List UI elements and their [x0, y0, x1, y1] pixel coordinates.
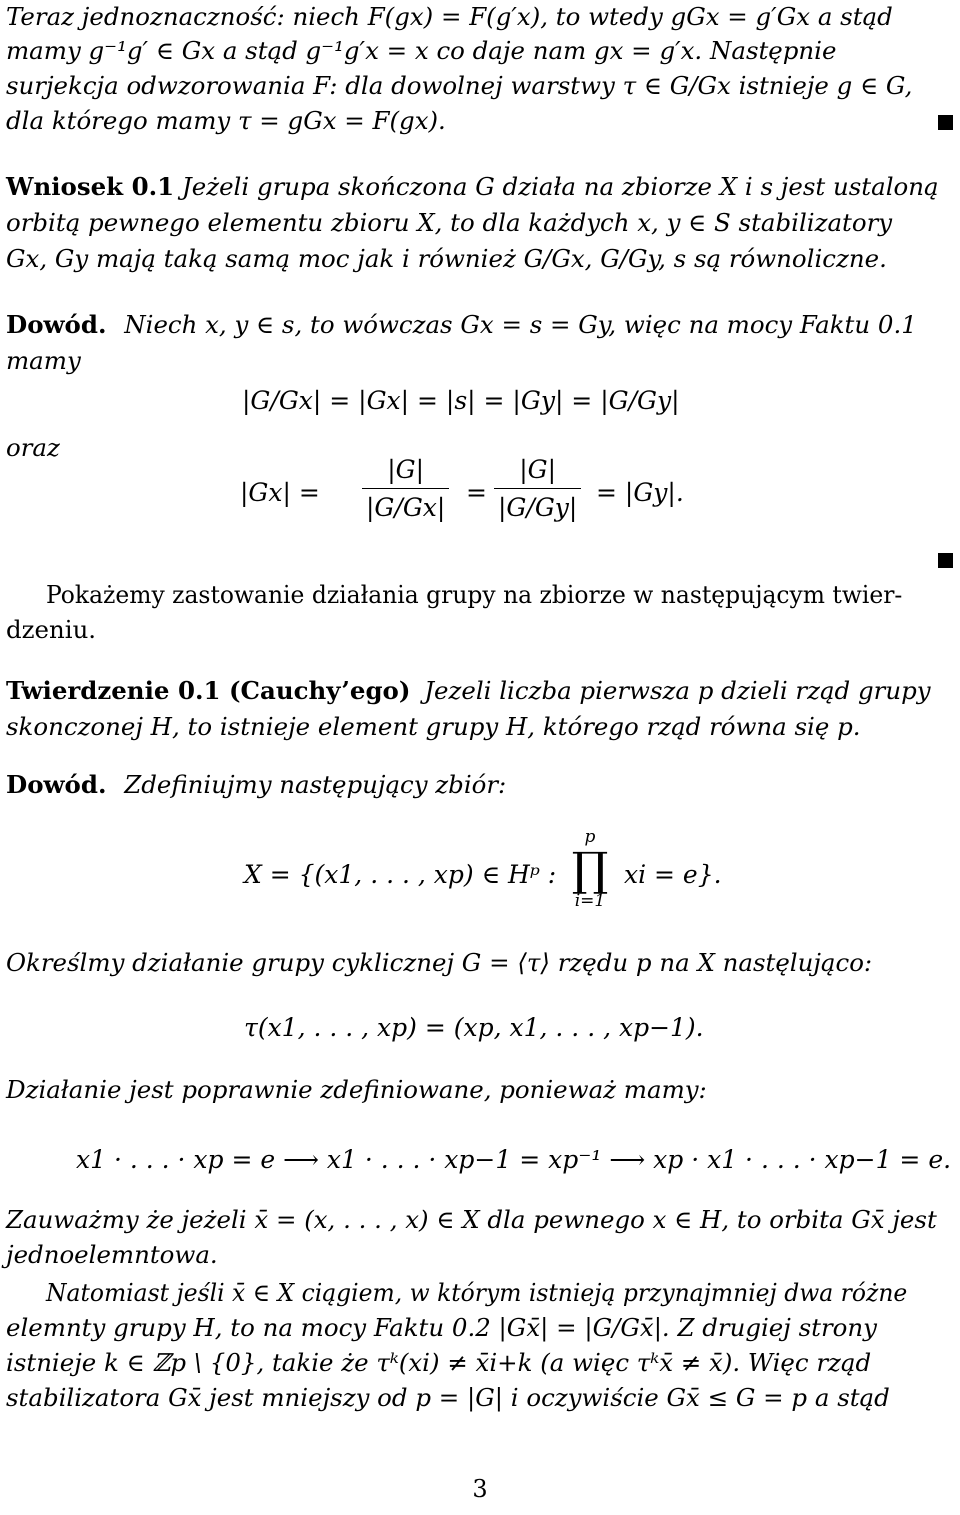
proof-2-line-1 [6, 770, 956, 800]
theorem-text-1: Jezeli liczba pierwsza p dzieli rząd grupy [424, 676, 931, 705]
note-line-1: Zauważmy że jeżeli x̄ = (x, . . . , x) ∈ X dla pewnego x ∈ H, to orbita Gx̄ jest [6, 1205, 937, 1234]
word-mamy: mamy [6, 346, 81, 375]
proof-2-text: Zdefiniujmy następujący zbiór: [124, 770, 507, 799]
theorem-line-1 [6, 676, 956, 706]
intro-line-2: dzeniu. [6, 615, 97, 644]
qed-square-1 [938, 115, 953, 130]
corollary-line-1 [6, 172, 956, 202]
proof-1-line-1 [6, 310, 956, 340]
product-upper-limit: p [584, 827, 596, 847]
proof-2-label: Dowód. [6, 770, 107, 799]
paragraph-1-line-4: dla którego mamy τ = gGx = F(gx). [6, 106, 446, 135]
theorem-line-2: skonczonej H, to istnieje element grupy H, którego rząd równa się p. [6, 712, 861, 741]
paragraph-1-line-1: Teraz jednoznaczność: niech F(gx) = F(g′x), to wtedy gGx = g′Gx a stąd [6, 2, 893, 31]
equation-2-mid: = [466, 478, 487, 507]
final-line-4: stabilizatora Gx̄ jest mniejszy od p = |G| i oczywiście Gx̄ ≤ G = p a stąd [6, 1383, 890, 1412]
product-symbol: ∏ [571, 842, 609, 896]
proof-1-label: Dowód. [6, 310, 107, 339]
fraction-2-numerator: |G| [494, 455, 581, 489]
product-lower-limit: i=1 [574, 891, 606, 911]
equation-orbit-cardinality: |G/Gx| = |Gx| = |s| = |Gy| = |G/Gy| [242, 386, 680, 415]
chain-equation: x1 · . . . · xp = e ⟶ x1 · . . . · xp−1 = xp⁻¹ ⟶ xp · x1 · . . . · xp−1 = e. [76, 1145, 952, 1174]
theorem-label: Twierdzenie 0.1 (Cauchy’ego) [6, 676, 411, 705]
corollary-label: Wniosek 0.1 [6, 172, 175, 201]
note-line-2: jednoelemntowa. [6, 1240, 218, 1269]
final-line-3: istnieje k ∈ ℤp \ {0}, takie że τᵏ(xi) ≠ x̄i+k (a więc τᵏx̄ ≠ x̄). Więc rząd [6, 1348, 872, 1377]
equation-2-right: = |Gy|. [596, 478, 684, 507]
paragraph-1-line-2: mamy g⁻¹g′ ∈ Gx a stąd g⁻¹g′x = x co daje nam gx = g′x. Następnie [6, 36, 837, 65]
corollary-line-3: Gx, Gy mają taką samą moc jak i również G/Gx, G/Gy, s są równoliczne. [6, 244, 887, 273]
fraction-1-denominator: |G/Gx| [366, 493, 446, 522]
corollary-line-2: orbitą pewnego elementu zbioru X, to dla każdych x, y ∈ S stabilizatory [6, 208, 893, 237]
page-number: 3 [472, 1475, 488, 1503]
qed-square-2 [938, 553, 953, 568]
action-text: Określmy działanie grupy cyklicznej G = ⟨τ⟩ rzędu p na X nastęlująco: [6, 948, 873, 977]
final-line-2: elemnty grupy H, to na mocy Faktu 0.2 |Gx̄| = |G/Gx̄|. Z drugiej strony [6, 1313, 877, 1342]
set-definition-left: X = {(x1, . . . , xp) ∈ Hᵖ : [244, 860, 557, 889]
final-line-1: Natomiast jeśli x̄ ∈ X ciągiem, w którym istnieją przynajmniej dwa różne [46, 1278, 908, 1307]
intro-line-1: Pokażemy zastowanie działania grupy na zbiorze w następującym twier- [46, 580, 903, 609]
product-operator [562, 828, 618, 910]
paragraph-1-line-3: surjekcja odwzorowania F: dla dowolnej warstwy τ ∈ G/Gx istnieje g ∈ G, [6, 71, 913, 100]
word-oraz: oraz [6, 433, 60, 462]
fraction-1 [362, 455, 449, 522]
fraction-2 [494, 455, 581, 522]
fraction-1-numerator: |G| [362, 455, 449, 489]
action-equation: τ(x1, . . . , xp) = (xp, x1, . . . , xp−1). [244, 1013, 704, 1042]
equation-2-left: |Gx| = [240, 478, 320, 507]
fraction-2-denominator: |G/Gy| [498, 493, 578, 522]
corollary-text-1: Jeżeli grupa skończona G działa na zbiorze X i s jest ustaloną [181, 172, 939, 201]
set-definition-right: xi = e}. [624, 860, 722, 889]
well-defined-text: Działanie jest poprawnie zdefiniowane, ponieważ mamy: [6, 1075, 707, 1104]
proof-1-text: Niech x, y ∈ s, to wówczas Gx = s = Gy, więc na mocy Faktu 0.1 [124, 310, 917, 339]
